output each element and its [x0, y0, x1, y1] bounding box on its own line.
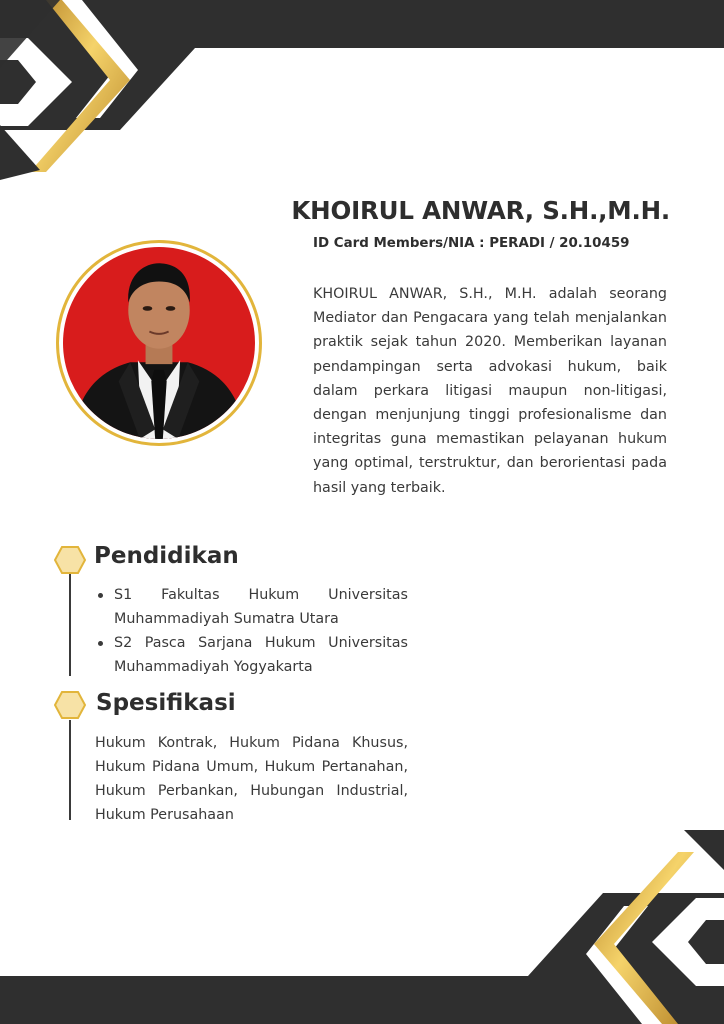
top-left-ornament — [0, 0, 724, 180]
education-item: S2 Pasca Sarjana Hukum Universitas Muhammadiyah Yogyakarta — [94, 631, 408, 679]
education-title: Pendidikan — [94, 543, 239, 569]
portrait-image — [63, 247, 255, 439]
hexagon-bullet-icon — [54, 691, 86, 719]
education-divider-line — [69, 574, 71, 676]
id-card-number: ID Card Members/NIA : PERADI / 20.10459 — [313, 236, 630, 251]
education-list — [94, 583, 408, 679]
person-name: KHOIRUL ANWAR, S.H.,M.H. — [291, 196, 670, 225]
specialization-title: Spesifikasi — [96, 690, 236, 716]
profile-photo-frame — [56, 240, 262, 446]
bottom-right-ornament — [0, 830, 724, 1024]
bio-paragraph: KHOIRUL ANWAR, S.H., M.H. adalah seorang Mediator dan Pengacara yang telah menjalankan praktik sejak tahun 2020. Memberikan layanan pendampingan serta advokasi hukum, baik dalam perkara litigasi maupun non-litigasi, dengan menjunjung tinggi profesionalisme dan integritas guna memastikan pelayanan hukum yang optimal, terstruktur, dan berorientasi pada hasil yang terbaik. — [313, 286, 667, 496]
specialization-divider-line — [69, 720, 71, 820]
profile-photo — [63, 247, 255, 439]
education-item: S1 Fakultas Hukum Universitas Muhammadiyah Sumatra Utara — [94, 583, 408, 631]
hexagon-bullet-icon — [54, 546, 86, 574]
specialization-text: Hukum Kontrak, Hukum Pidana Khusus, Hukum Pidana Umum, Hukum Pertanahan, Hukum Perbankan, Hubungan Industrial, Hukum Perusahaan — [95, 735, 408, 823]
